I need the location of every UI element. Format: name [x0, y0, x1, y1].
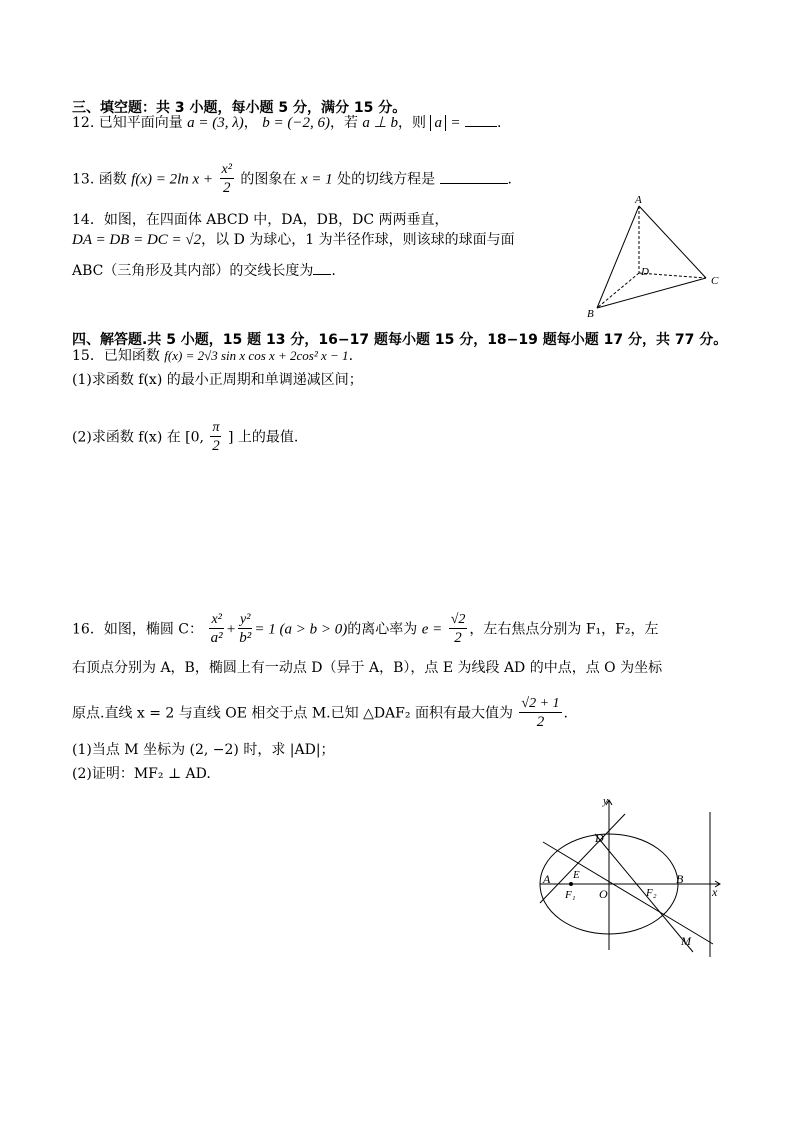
question-15-stem: 15．已知函数 f(x) = 2√3 sin x cos x + 2cos² x − 1.	[72, 348, 354, 364]
question-13: 13. 函数 f(x) = 2ln x + $\frac{\text{x²}}{2}$ 的图象在 x = 1 处的切线方程是 .	[72, 162, 512, 196]
question-16-part2: (2)证明：MF₂ ⊥ AD.	[72, 766, 211, 782]
question-13-end: 处的切线方程是	[337, 171, 436, 188]
vector-a: a = (3, λ)	[187, 115, 244, 131]
question-14-line3: ABC（三角形及其内部）的交线长度为 .	[72, 260, 336, 281]
label-E: E	[573, 869, 580, 881]
fraction-area-max: $\frac{√2 + 1}{2}$	[521, 696, 560, 730]
label-F1: F₁	[565, 889, 576, 901]
label-D: D	[641, 266, 649, 278]
label-B-ellipse: B	[676, 872, 684, 886]
question-12-then: ，则	[398, 115, 426, 131]
section-3-heading: 三、填空题：共 3 小题，每小题 5 分，满分 15 分。	[72, 100, 407, 116]
perpendicular-condition: a ⊥ b	[362, 115, 398, 131]
vector-b: b = (−2, 6)	[262, 115, 330, 131]
function-15: f(x) = 2√3 sin x cos x + 2cos² x − 1	[164, 348, 349, 363]
question-14-line2: DA = DB = DC = √2，以 D 为球心，1 为半径作球，则该球的球面与面	[72, 232, 515, 248]
function-f: f(x) = 2ln x +	[131, 171, 214, 188]
label-y: y	[603, 795, 608, 807]
ellipse-figure	[535, 792, 735, 962]
label-O: O	[599, 887, 608, 901]
label-C: C	[711, 275, 719, 287]
question-13-mid: 的图象在	[240, 171, 297, 188]
label-M: M	[681, 934, 691, 948]
fraction-eccentricity: $\frac{√2}{2}$	[450, 612, 466, 646]
question-14-line1: 14．如图，在四面体 ABCD 中，DA，DB，DC 两两垂直，	[72, 212, 449, 228]
label-A-ellipse: A	[543, 872, 551, 886]
tetrahedron-figure	[580, 190, 730, 325]
label-A: A	[635, 194, 642, 206]
question-13-text: 函数	[98, 171, 127, 188]
label-B: B	[587, 308, 594, 320]
question-16-line3: 原点.直线 x = 2 与直线 OE 相交于点 M.已知 △DAF₂ 面积有最大值为 $\frac{√2 + 1}{2}$ .	[72, 696, 568, 730]
point-x1: x = 1	[300, 171, 333, 188]
answer-blank-13	[440, 169, 508, 184]
fraction-pi-over-2: $\frac{\pi}{2}$	[212, 420, 220, 454]
fraction-x2-a2: $\frac{\text{x²}}{\text{a²}}$	[210, 612, 223, 646]
label-D-ellipse: D	[595, 831, 604, 845]
answer-blank-14	[313, 260, 331, 275]
question-16-part1: (1)当点 M 坐标为 (2, −2) 时，求 |AD|；	[72, 742, 335, 758]
fraction-y2-b2: $\frac{\text{y²}}{\text{b²}}$	[239, 612, 252, 646]
question-12-text: 已知平面向量	[98, 115, 183, 131]
question-15-part1: (1)求函数 f(x) 的最小正周期和单调递减区间；	[72, 372, 363, 388]
label-x: x	[712, 885, 718, 899]
question-12-number: 12.	[72, 115, 95, 131]
equal-lengths: DA = DB = DC = √2	[72, 232, 202, 248]
question-16-line1: 16．如图，椭圆 C： $\frac{\text{x²}}{\text{a²}}$ + $\frac{\text{y²}}{\text{b²}}$ = 1 (a > b > 0)的离心率为 e = $\frac{√2}{2}$ ，左右焦点分别为 F₁，F₂，左	[72, 612, 659, 646]
question-12-if: ，若	[329, 115, 358, 131]
ellipse-rhs: = 1 (a > b > 0)	[254, 621, 348, 638]
abs-a: a	[430, 115, 446, 131]
question-13-number: 13.	[72, 171, 95, 188]
question-15-part2: (2)求函数 f(x) 在 [0, $\frac{\pi}{2}$ ] 上的最值.	[72, 420, 299, 454]
fraction-x2-over-2: $\frac{\text{x²}}{2}$	[221, 162, 232, 196]
question-16-line2: 右顶点分别为 A，B，椭圆上有一动点 D（异于 A，B），点 E 为线段 AD 的中点，点 O 为坐标	[72, 660, 663, 676]
focus-F1-dot	[569, 882, 573, 886]
label-F2: F₂	[646, 887, 657, 899]
section-4-heading: 四、解答题.共 5 小题，15 题 13 分，16−17 题每小题 15 分，18−19 题每小题 17 分，共 77 分。	[72, 332, 728, 348]
question-12: 12. 已知平面向量 a = (3, λ)， b = (−2, 6)，若 a ⊥ b，则 a = .	[72, 112, 501, 133]
answer-blank-12	[465, 112, 497, 127]
